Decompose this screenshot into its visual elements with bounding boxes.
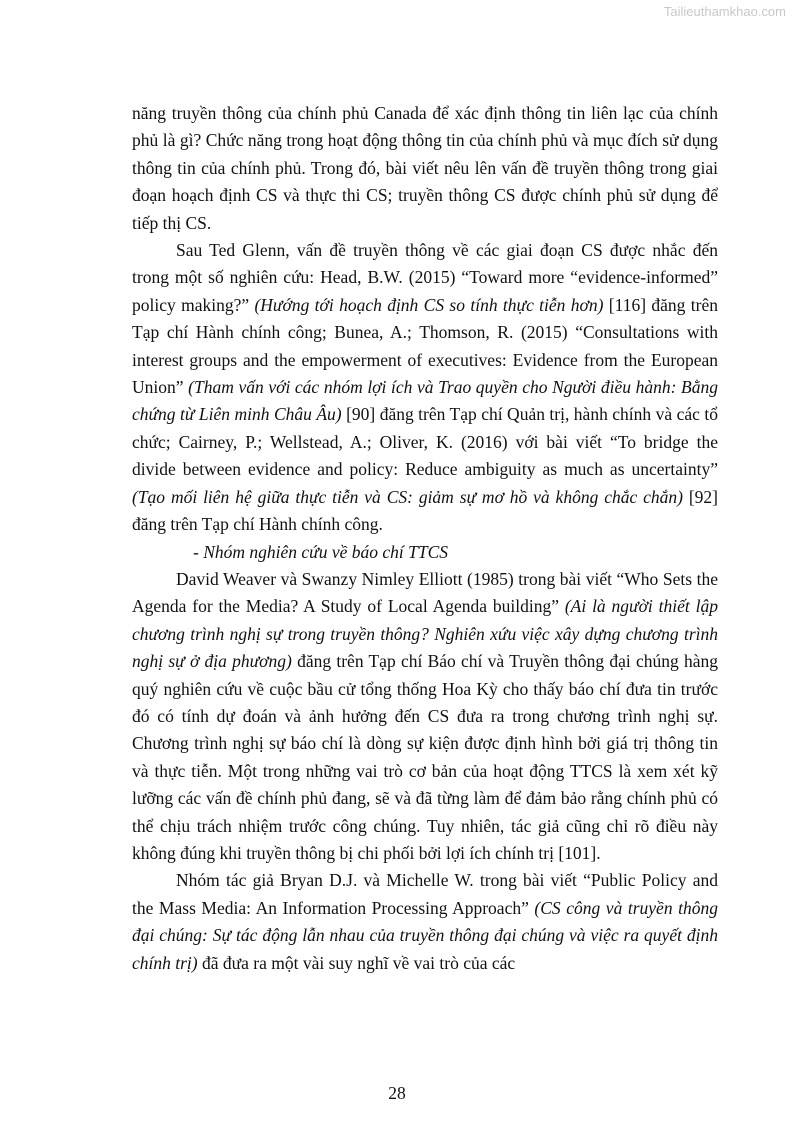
paragraph-4: [132, 867, 718, 977]
paragraph-2-text-2: [116] đăng trên Tạp chí Hành chính công; Bunea, A.; Thomson, R. (2015) “Consultations with interest groups and the empowerment of executives: Evidence from the European Union”: [132, 294, 718, 398]
paragraph-2-italic-3: (Tạo mối liên hệ giữa thực tiễn và CS: giảm sự mơ hồ và không chắc chắn): [132, 486, 683, 507]
paragraph-2: [132, 237, 718, 538]
paragraph-3-italic-1: (Ai là người thiết lập chương trình nghị sự trong truyền thông? Nghiên xứu việc xây dựng chương trình nghị sự ở địa phương): [132, 596, 718, 672]
paragraph-4-italic-1: (CS công và truyền thông đại chúng: Sự tác động lẫn nhau của truyền thông đại chúng và việc ra quyết định chính trị): [132, 897, 718, 973]
paragraph-2-text-1: Sau Ted Glenn, vấn đề truyền thông về các giai đoạn CS được nhắc đến trong một số nghiên cứu: Head, B.W. (2015) “Toward more “evidence-informed” policy making?”: [132, 240, 718, 315]
paragraph-2-text-3: [90] đăng trên Tạp chí Quản trị, hành chính và các tổ chức; Cairney, P.; Wellstead, A.; Oliver, K. (2016) với bài viết “To bridge the divide between evidence and policy: Reduce ambiguity as much as uncertainty”: [132, 404, 719, 480]
page-number: 28: [388, 1083, 406, 1103]
paragraph-1: năng truyền thông của chính phủ Canada để xác định thông tin liên lạc của chính phủ là gì? Chức năng trong hoạt động thông tin của chính phủ và mục đích sử dụng thông tin của chính phủ. Trong đó, bài viết nêu lên vấn đề truyền thông trong giai đoạn hoạch định CS và thực thi CS; truyền thông CS được chính phủ sử dụng để tiếp thị CS.: [132, 103, 718, 233]
paragraph-2-italic-2: (Tham vấn với các nhóm lợi ích và Trao quyền cho Người điều hành: Bằng chứng từ Liên minh Châu Âu): [132, 377, 718, 425]
section-subheading: - Nhóm nghiên cứu về báo chí TTCS: [193, 541, 449, 562]
paragraph-3: [132, 566, 718, 867]
paragraph-4-text-2: đã đưa ra một vài suy nghĩ về vai trò của các: [197, 952, 516, 973]
paragraph-2-italic-1: (Hướng tới hoạch định CS so tính thực tiễn hơn): [254, 294, 604, 315]
watermark: Tailieuthamkhao.com: [663, 4, 786, 19]
paragraph-4-text-1: Nhóm tác giả Bryan D.J. và Michelle W. trong bài viết “Public Policy and the Mass Media: An Information Processing Approach”: [132, 870, 718, 918]
paragraph-3-text-1: David Weaver và Swanzy Nimley Elliott (1985) trong bài viết “Who Sets the Agenda for the Media? A Study of Local Agenda building”: [132, 568, 718, 617]
paragraph-3-text-2: đăng trên Tạp chí Báo chí và Truyền thông đại chúng hàng quý nghiên cứu về cuộc bầu cử tổng thống Hoa Kỳ cho thấy báo chí đưa tin trước đó có tính dự đoán và ảnh hưởng đến CS đưa ra trong chương trình nghị sự. Chương trình nghị sự báo chí là dòng sự kiện được định hình bởi giá trị thông tin và thực tiễn. Một trong những vai trò cơ bản của hoạt động TTCS là xem xét kỹ lưỡng các vấn đề chính phủ đang, sẽ và đã từng làm để đảm bảo rằng chính phủ có thể chịu trách nhiệm trước công chúng. Tuy nhiên, tác giả cũng chỉ rõ điều này không đúng khi truyền thông bị chi phối bởi lợi ích chính trị [101].: [132, 651, 718, 863]
paragraph-2-text-4: [92] đăng trên Tạp chí Hành chính công.: [132, 486, 719, 535]
page-body: [132, 100, 718, 977]
